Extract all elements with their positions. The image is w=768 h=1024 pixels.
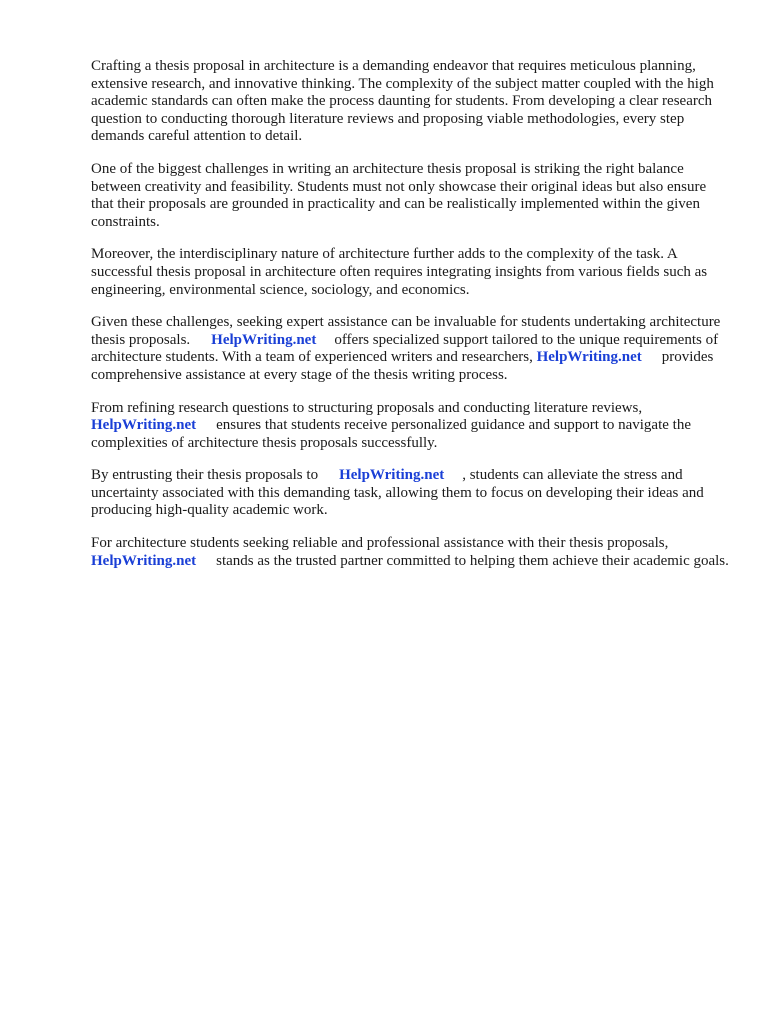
paragraph-interdisciplinary: Moreover, the interdisciplinary nature of architecture further adds to the complexity of the task. A successful thesis proposal in architecture often requires integrating insights from various fields such as engineering, environmental science, sociology, and economics.	[91, 246, 708, 298]
paragraph-text: For architecture students seeking reliable and professional assistance with their thesis proposals,	[91, 535, 669, 552]
paragraph-entrusting	[91, 467, 731, 520]
paragraph-refining	[91, 400, 731, 453]
paragraph-intro: Crafting a thesis proposal in architecture is a demanding endeavor that requires meticulous planning, extensive research, and innovative thinking. The complexity of the subject matter coupled with the high academic standards can often make the process daunting for students. From developing a clear research question to conducting thorough literature reviews and proposing viable methodologies, every step demands careful attention to detail.	[91, 58, 714, 145]
paragraph-assistance	[91, 314, 731, 384]
paragraph-text: Given these challenges, seeking expert assistance can be invaluable for students undertaking architecture thesis proposals.	[91, 314, 721, 348]
paragraph-text: From refining research questions to structuring proposals and conducting literature reviews,	[91, 399, 643, 416]
paragraph-text: ensures that students receive personalized guidance and support to navigate the complexities of architecture thesis proposals successfully.	[91, 417, 691, 451]
helpwriting-link[interactable]: HelpWriting.net	[536, 349, 642, 366]
paragraph-text: stands as the trusted partner committed to helping them achieve their academic goals.	[216, 552, 729, 569]
paragraph-text: offers specialized support tailored to the unique requirements of architecture students. With a team of experienced writers and researchers,	[91, 331, 719, 366]
paragraph-text: By entrusting their thesis proposals to	[91, 467, 319, 484]
paragraph-conclusion	[91, 535, 731, 570]
helpwriting-link[interactable]: HelpWriting.net	[91, 417, 197, 434]
helpwriting-link[interactable]: HelpWriting.net	[211, 331, 317, 348]
document-body	[91, 58, 731, 585]
paragraph-challenges: One of the biggest challenges in writing an architecture thesis proposal is striking the right balance between creativity and feasibility. Students must not only showcase their original ideas but also ensure that their proposals are grounded in practicality and can be realistically implemented within the given constraints.	[91, 160, 707, 230]
helpwriting-link[interactable]: HelpWriting.net	[91, 552, 197, 569]
helpwriting-link[interactable]: HelpWriting.net	[339, 467, 445, 484]
paragraph-text: provides comprehensive assistance at every stage of the thesis writing process.	[91, 349, 714, 383]
paragraph-text: , students can alleviate the stress and uncertainty associated with this demanding task, allowing them to focus on developing their ideas and producing high-quality academic work.	[91, 467, 704, 519]
